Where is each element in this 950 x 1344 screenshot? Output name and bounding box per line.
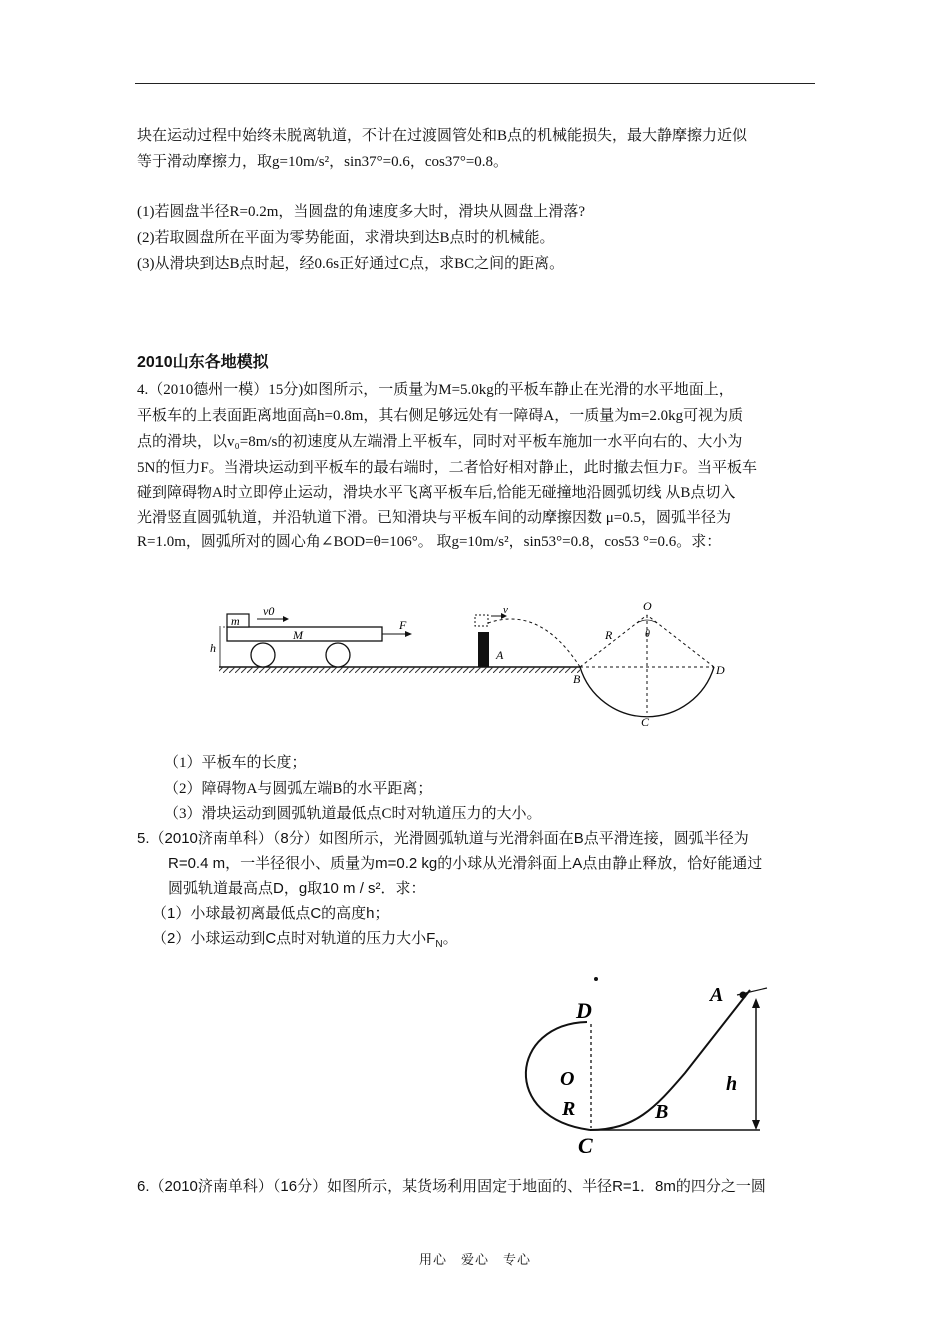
label-M: M [293,628,303,642]
question-line: (1)若圆盘半径R=0.2m，当圆盘的角速度多大时，滑块从圆盘上滑落? [137,204,586,220]
cart-body [227,627,382,641]
problem4-question: （3）滑块运动到圆弧轨道最低点C时对轨道压力的大小。 [164,806,542,822]
cart-wheel [326,643,350,667]
label-C: C [578,1133,593,1158]
label-C: C [641,715,650,729]
incline-track [590,990,750,1130]
problem5-line: 5.（2010济南单科）（8分）如图所示，光滑圆弧轨道与光滑斜面在B点平滑连接，圆弧半径为 [137,830,749,847]
top-dot [594,977,598,981]
label-O: O [643,599,652,613]
label-B: B [655,1101,669,1123]
flying-block [475,615,488,626]
label-theta: θ [645,629,650,640]
obstacle-A [478,632,489,667]
cart-wheel [251,643,275,667]
label-A: A [496,648,504,662]
problem5-question: （2）小球运动到C点时对轨道的压力大小$F_N$。 [152,930,458,950]
problem4-line: 平板车的上表面距离地面高h=0.8m，其右侧足够远处有一障碍A，一质量为m=2.0kg可视为质 [137,408,744,424]
problem6-line: 6.（2010济南单科）（16分）如图所示，某货场利用固定于地面的、半径R=1．8m的四分之一圆 [137,1178,766,1195]
label-A: A [710,984,724,1006]
label-F: F [399,618,407,632]
label-h: h [210,641,216,655]
label-v0: v0 [263,604,275,618]
problem4-question: （2）障碍物A与圆弧左端B的水平距离； [164,781,433,797]
label-D: D [576,998,592,1023]
problem4-line: 碰到障碍物A时立即停止运动，滑块水平飞离平板车后,恰能无碰撞地沿圆弧切线 从B点切入 [137,485,736,501]
question-line: (3)从滑块到达B点时起，经0.6s正好通过C点，求BC之间的距离。 [137,256,565,272]
label-m: m [231,614,240,628]
problem4-line: R=1.0m，圆弧所对的圆心角∠BOD=θ=106°。 取g=10m/s²，sin53°=0.8，cos53 °=0.6。求： [137,534,722,550]
label-B: B [573,672,581,686]
text-line: 等于滑动摩擦力，取g=10m/s²，sin37°=0.6，cos37°=0.8。 [137,154,509,170]
label-h: h [726,1073,738,1095]
label-D: D [716,663,725,677]
problem5-line: 圆弧轨道最高点D，g取10 m / s²．求： [168,880,426,897]
problem5-question: （1）小球最初离最低点C的高度h； [152,905,390,922]
section-heading: 2010山东各地模拟 [137,354,269,371]
page-footer: 用心 爱心 专心 [418,1253,531,1268]
cart-track-figure [205,595,745,735]
h-arrow-up [752,998,760,1008]
problem4-line: 点的滑块，以v₀=8m/s的初速度从左端滑上平板车，同时对平板车施加一水平向右的、大小为 [137,434,743,450]
loop-incline-figure [505,968,775,1163]
label-O: O [560,1068,575,1090]
problem4-line: 4.（2010德州一模）15分)如图所示，一质量为M=5.0kg的平板车静止在光滑的水平地面上， [137,382,734,398]
label-v: v [503,604,508,616]
v0-arrow [283,616,289,622]
label-R: R [605,628,613,642]
text-line: 块在运动过程中始终未脱离轨道，不计在过渡圆管处和B点的机械能损失，最大静摩擦力近似 [137,128,748,144]
problem4-line: 5N的恒力F。当滑块运动到平板车的最右端时，二者恰好相对静止，此时撤去恒力F。当平板车 [137,460,758,476]
label-R: R [562,1098,576,1120]
ground-hatch [219,667,580,673]
problem4-question: （1）平板车的长度； [164,755,307,771]
problem5-line: R=0.4 m，一半径很小、质量为m=0.2 kg的小球从光滑斜面上A点由静止释放，恰好能通过 [168,855,763,872]
question-line: (2)若取圆盘所在平面为零势能面，求滑块到达B点时的机械能。 [137,230,555,246]
problem4-line: 光滑竖直圆弧轨道，并沿轨道下滑。已知滑块与平板车间的动摩擦因数 μ=0.5，圆弧半径为 [137,510,732,526]
header-rule [135,83,815,84]
loop-track [526,1022,590,1130]
h-arrow-down [752,1120,760,1130]
arc-track [580,667,714,717]
